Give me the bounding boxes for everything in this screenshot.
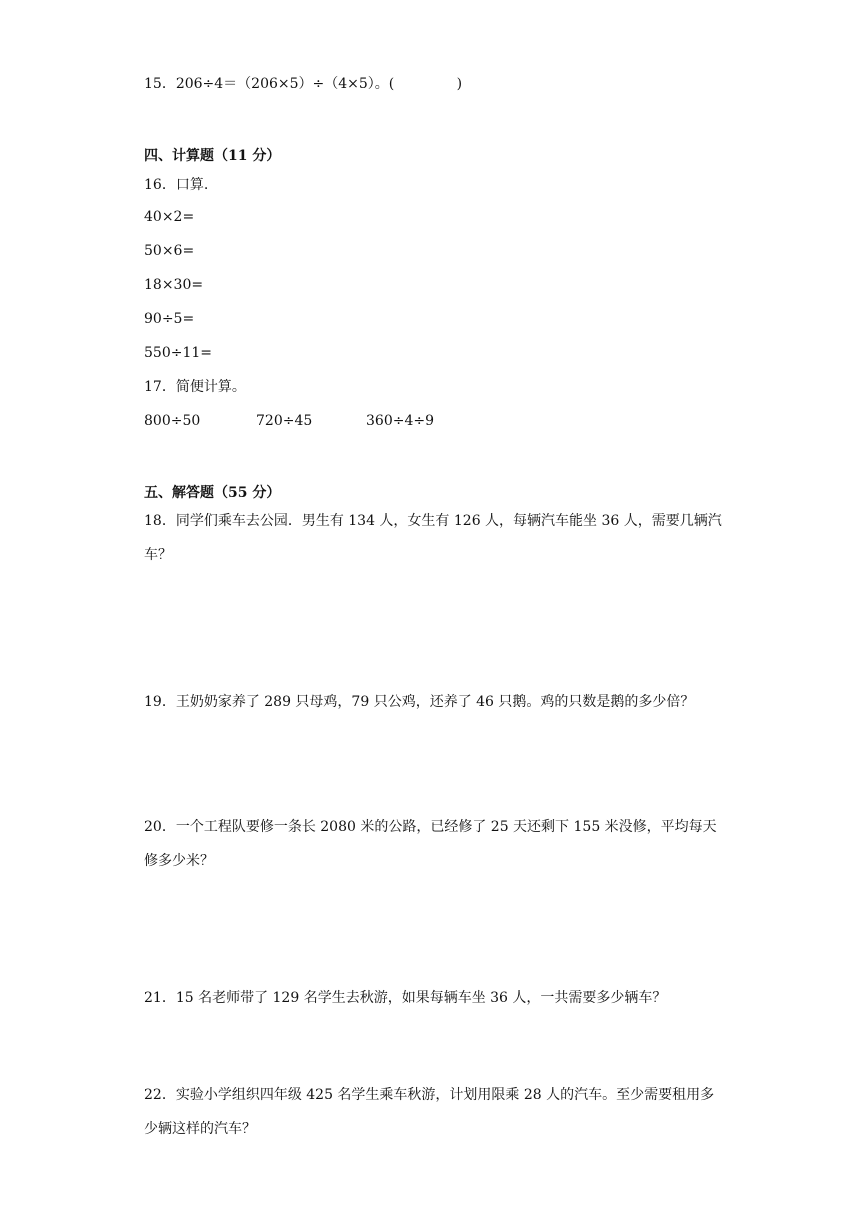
mental-math-item: 18×30= [144, 277, 204, 293]
question-19: 19．王奶奶家养了 289 只母鸡，79 只公鸡，还养了 46 只鹅。鸡的只数是鹅的多少倍？ [144, 694, 695, 710]
simplified-calc-item: 360÷4÷9 [366, 413, 434, 429]
question-22: 22．实验小学组织四年级 425 名学生乘车秋游，计划用限乘 28 人的汽车。至少需要租用多少辆这样的汽车？ [144, 1087, 715, 1137]
simplified-calc-item: 720÷45 [256, 413, 313, 429]
simplified-calc-item: 800÷50 [144, 413, 201, 429]
question-18: 18．同学们乘车去公园．男生有 134 人，女生有 126 人，每辆汽车能坐 36 人，需要几辆汽车？ [144, 513, 722, 563]
mental-math-item: 40×2= [144, 209, 195, 225]
question-15: 15．206÷4＝（206×5）÷（4×5）。( ) [144, 76, 463, 92]
mental-math-item: 50×6= [144, 243, 195, 259]
simplified-calc-row [0, 411, 860, 431]
section-4-heading: 四、计算题（11 分） [144, 148, 281, 164]
question-20: 20．一个工程队要修一条长 2080 米的公路，已经修了 25 天还剩下 155 米没修，平均每天修多少米？ [144, 819, 717, 869]
mental-math-item: 90÷5= [144, 311, 195, 327]
mental-math-item: 550÷11= [144, 345, 212, 361]
question-16-prompt: 16．口算. [144, 177, 209, 193]
question-21: 21．15 名老师带了 129 名学生去秋游，如果每辆车坐 36 人，一共需要多少辆车？ [144, 990, 667, 1006]
section-5-heading: 五、解答题（55 分） [144, 485, 281, 501]
question-17-prompt: 17．简便计算。 [144, 379, 246, 395]
